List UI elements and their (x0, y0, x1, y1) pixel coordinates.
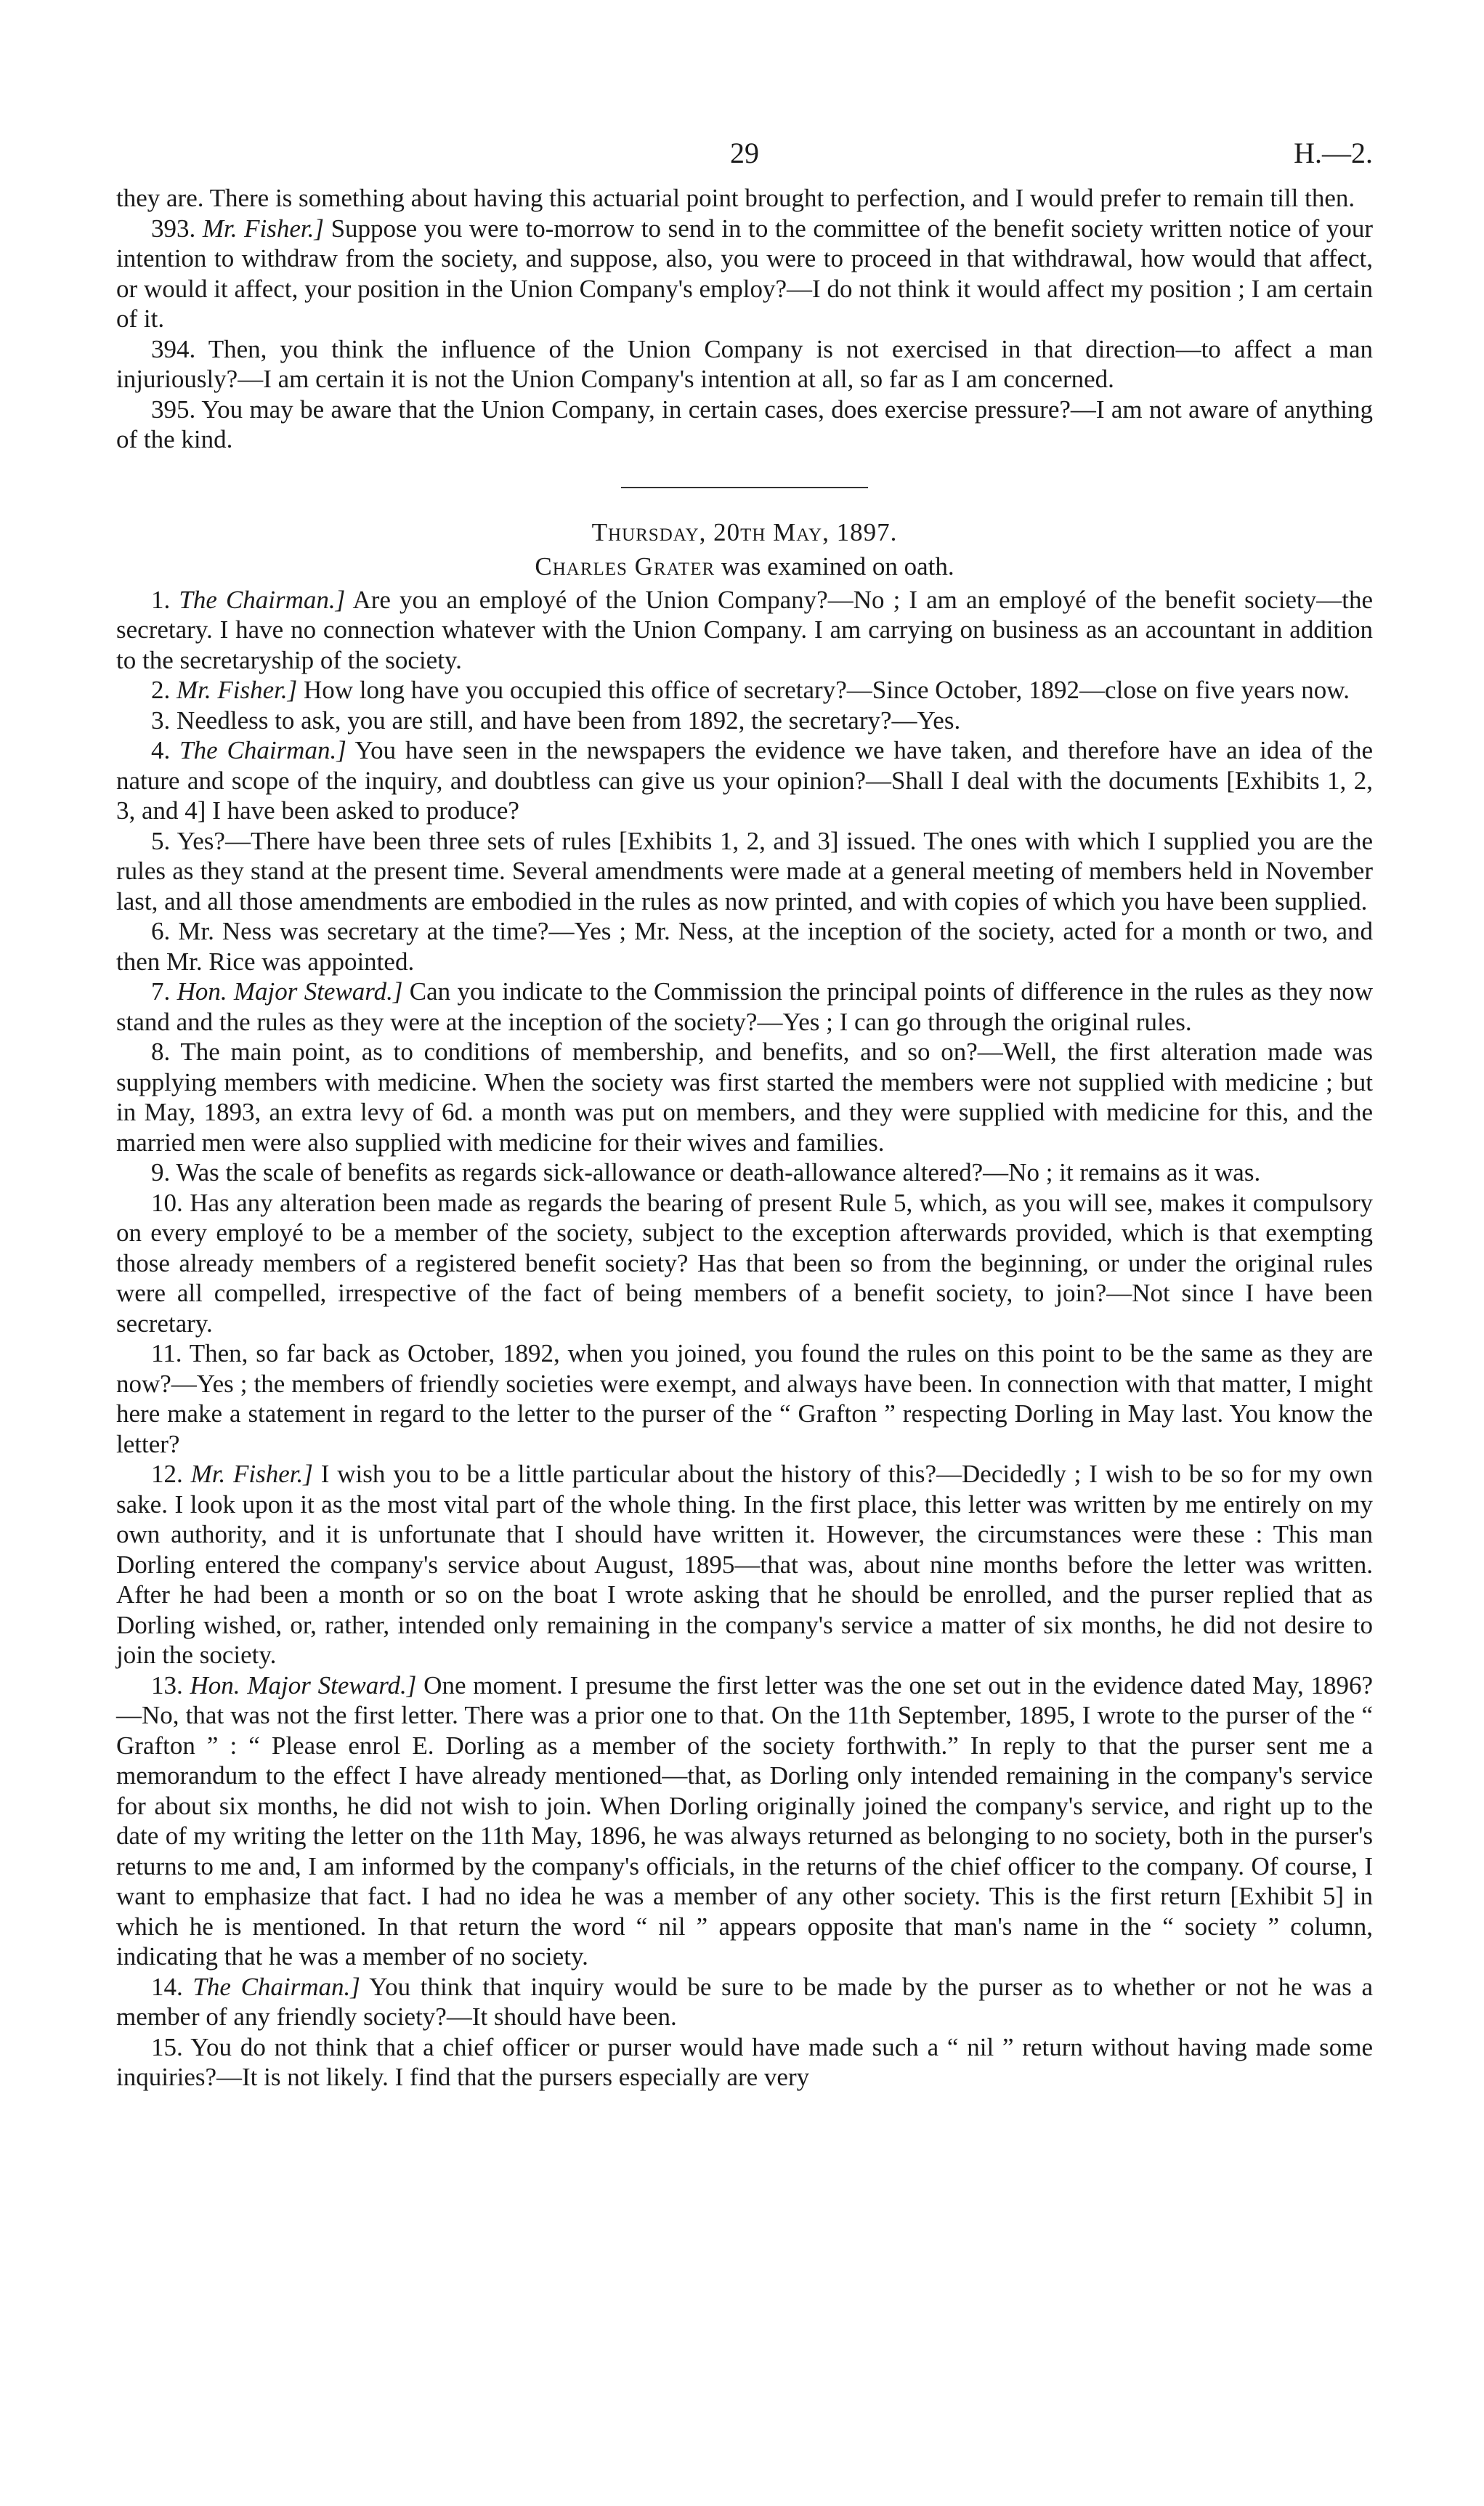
page-header (116, 138, 1373, 183)
question-paragraph (116, 1670, 1373, 1972)
question-paragraph (116, 585, 1373, 676)
question-paragraph (116, 334, 1373, 395)
page-number: 29 (730, 137, 759, 169)
speaker-name: Mr. Fisher.] (202, 214, 324, 243)
paragraph-text: You do not think that a chief officer or purser would have made such a “ nil ” return without having made some inquiries?—It is not likely. I find that the pursers especially are very (116, 2032, 1373, 2091)
paragraph-text: I wish you to be a little particular about the history of this?—Decidedly ; I wish to be so for my own sake. I look upon it as the most vital part of the whole thing. In the first place, this letter was written by me entirely on my own authority, and it is unfortunate that I should have written it. However, the circumstances were these : This man Dorling entered the company's service about August, 1895—that was, about nine months before the letter was written. After he had been a month or so on the boat I wrote asking that he should be enrolled, and the purser replied that as Dorling wished, or, rather, intended only remaining in the company's service a matter of six months, he did not desire to join the society. (116, 1460, 1373, 1669)
paragraph-text: Suppose you were to-morrow to send in to the committee of the benefit society written notice of your intention to withdraw from the society, and suppose, also, you were to proceed in that withdrawal, how would that affect, or would it affect, your position in the Union Company's employ?—I do not think it would affect my position ; I am certain of it. (116, 214, 1373, 333)
question-number: 11. (151, 1339, 182, 1367)
speaker-name: The Chairman.] (192, 1972, 360, 2001)
question-paragraph (116, 1459, 1373, 1670)
evidence-section-previous (116, 183, 1373, 455)
question-number: 9. (151, 1158, 171, 1187)
question-number: 10. (151, 1188, 183, 1217)
paragraph-text: One moment. I presume the first letter was the one set out in the evidence dated May, 1896?—No, that was not the first letter. There was a prior one to that. On the 11th September, 1895, I wrote to the purser of the “ Grafton ” : “ Please enrol E. Dorling as a member of the society forthwith.” In reply to that the purser sent me a memorandum to the effect I have already mentioned—that, as Dorling only intended remaining in the company's service for about six months, he did not wish to join. When Dorling originally joined the company's service, and right up to the date of my writing the letter on the 11th May, 1896, he was always returned as belonging to no society, both in the purser's returns to me and, I am informed by the company's officials, in the returns of the chief officer to the company. Of course, I want to emphasize that fact. I had no idea he was a member of any other society. This is the first return [Exhibit 5] in which he is mentioned. In that return the word “ nil ” appears opposite that man's name in the “ society ” column, indicating that he was a member of no society. (116, 1670, 1373, 1971)
question-number: 394. (151, 334, 196, 363)
section-divider (621, 487, 868, 488)
speaker-name: Mr. Fisher.] (190, 1460, 313, 1488)
question-paragraph (116, 706, 1373, 736)
question-paragraph (116, 977, 1373, 1037)
question-number: 12. (151, 1460, 183, 1488)
question-number: 4. (151, 736, 171, 764)
paragraph-text: Needless to ask, you are still, and have been from 1892, the secretary?—Yes. (177, 706, 961, 735)
question-paragraph (116, 214, 1373, 334)
question-paragraph (116, 1188, 1373, 1339)
paragraph-text: Then, you think the influence of the Union Company is not exercised in that direction—to affect a man injuriously?—I am certain it is not the Union Company's intention at all, so far as I am concerned. (116, 334, 1373, 393)
speaker-name: The Chairman.] (179, 736, 346, 764)
question-number: 2. (151, 676, 171, 704)
paragraph-text: they are. There is something about having this actuarial point brought to perfection, and I would prefer to remain till then. (116, 184, 1355, 212)
evidence-section-grater (116, 585, 1373, 2093)
paragraph-text: Can you indicate to the Commission the principal points of difference in the rules as they now stand and the rules as they were at the inception of the society?—Yes ; I can go through the original rules. (116, 977, 1374, 1036)
session-dateline: Thursday, 20th May, 1897. (591, 517, 898, 546)
paragraph-text: The main point, as to conditions of membership, and benefits, and so on?—Well, the first alteration made was supplying members with medicine. When the society was first started the members were not supplied with medicine ; but in May, 1893, an extra levy of 6d. a month was put on members, and they were supplied with medicine for this, and the married men were also supplied with medicine for their wives and families. (116, 1038, 1373, 1157)
paragraph-text: Then, so far back as October, 1892, when you joined, you found the rules on this point to be the same as they are now?—Yes ; the members of friendly societies were exempt, and always have been. In connection with that matter, I might here make a statement in regard to the letter to the purser of the “ Grafton ” respecting Dorling in May last. You know the letter? (116, 1339, 1373, 1458)
question-number: 7. (151, 977, 171, 1006)
question-paragraph (116, 826, 1373, 917)
question-paragraph (116, 916, 1373, 977)
speaker-name: Hon. Major Steward.] (177, 977, 403, 1006)
paragraph-text: Yes?—There have been three sets of rules [Exhibits 1, 2, and 3] issued. The ones with which I supplied you are the rules as they stand at the present time. Several amendments were made at a general meeting of members held in November last, and all those amendments are embodied in the rules as now printed, and with copies of which you have been supplied. (116, 826, 1373, 916)
question-number: 393. (151, 214, 196, 243)
question-number: 395. (151, 395, 196, 424)
question-paragraph (116, 675, 1373, 706)
paragraph-text: Was the scale of benefits as regards sick-allowance or death-allowance altered?—No ; it remains as it was. (176, 1158, 1261, 1187)
paragraph-text: Are you an employé of the Union Company?—No ; I am an employé of the benefit society—the secretary. I have no connection whatever with the Union Company. I am carrying on business as an accountant in addition to the secretaryship of the society. (116, 585, 1374, 674)
speaker-name: The Chairman.] (179, 585, 346, 614)
continuation-paragraph (116, 183, 1373, 214)
paragraph-text: You think that inquiry would be sure to be made by the purser as to whether or not he was a member of any friendly society?—It should have been. (116, 1972, 1374, 2031)
paragraph-text: You have seen in the newspapers the evidence we have taken, and therefore have an idea of the nature and scope of the inquiry, and doubtless can give us your opinion?—Shall I deal with the documents [Exhibits 1, 2, 3, and 4] I have been asked to produce? (116, 736, 1374, 825)
speaker-name: Mr. Fisher.] (177, 676, 298, 704)
witness-examination-line (116, 551, 1373, 582)
question-paragraph (116, 1037, 1373, 1157)
question-paragraph (116, 1972, 1373, 2032)
question-number: 8. (151, 1038, 171, 1066)
question-number: 13. (151, 1670, 183, 1699)
question-paragraph (116, 735, 1373, 826)
question-paragraph (116, 395, 1373, 455)
question-number: 3. (151, 706, 171, 735)
document-page (116, 138, 1373, 2093)
witness-name: Charles Grater (535, 552, 715, 581)
question-paragraph (116, 2032, 1373, 2093)
question-paragraph (116, 1157, 1373, 1188)
question-number: 6. (151, 917, 171, 945)
examination-text: was examined on oath. (715, 552, 954, 581)
paragraph-text: How long have you occupied this office of secretary?—Since October, 1892—close on five years now. (297, 676, 1350, 704)
question-number: 15. (151, 2032, 183, 2061)
paragraph-text: You may be aware that the Union Company, in certain cases, does exercise pressure?—I am not aware of anything of the kind. (116, 395, 1373, 453)
speaker-name: Hon. Major Steward.] (190, 1670, 417, 1699)
question-paragraph (116, 1338, 1373, 1459)
paragraph-text: Mr. Ness was secretary at the time?—Yes ; Mr. Ness, at the inception of the society, acted for a month or two, and then Mr. Rice was appointed. (116, 917, 1374, 976)
question-number: 5. (151, 826, 171, 855)
question-number: 14. (151, 1972, 183, 2001)
paragraph-text: Has any alteration been made as regards the bearing of present Rule 5, which, as you will see, makes it compulsory on every employé to be a member of the society, subject to the exception afterwards provided, which is that exempting those already members of a registered benefit society? Has that been so from the beginning, or under the original rules were all compelled, irrespective of the fact of being members of a benefit society, to join?—Not since I have been secretary. (116, 1188, 1374, 1338)
document-reference: H.—2. (1294, 137, 1373, 169)
question-number: 1. (151, 585, 171, 614)
